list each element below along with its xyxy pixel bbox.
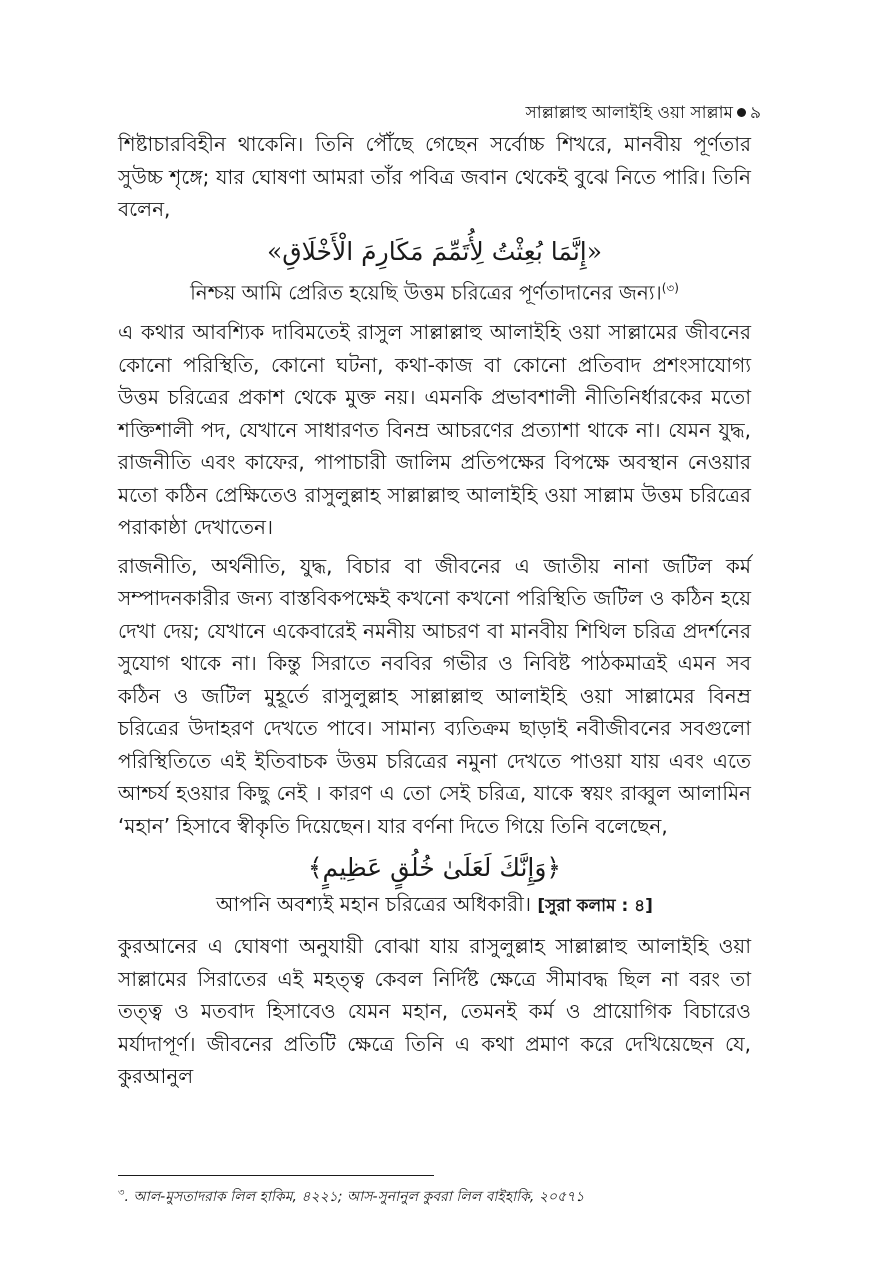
ayah-translation-text: আপনি অবশ্যই মহান চরিত্রের অধিকারী। (216, 892, 532, 917)
paragraph-2: এ কথার আবশ্যিক দাবিমতেই রাসুল সাল্লাল্লাহু আলাইহি ওয়া সাল্লামের জীবনের কোনো পরিস্থিতি, কোনো ঘটনা, কথা-কাজ বা কোনো প্রতিবাদ প্রশংসাযোগ্য উত্তম চরিত্রের প্রকাশ থেকে মুক্ত নয়। এমনকি প্রভাবশালী নীতিনির্ধারকের মতো শক্তিশালী পদ, যেখানে সাধারণত বিনম্র আচরণের প্রত্যাশা থাকে না। যেমন যুদ্ধ, রাজনীতি এবং কাফের, পাপাচারী জালিম প্রতিপক্ষের বিপক্ষে অবস্থান নেওয়ার মতো কঠিন প্রেক্ষিতেও রাসুলুল্লাহ সাল্লাল্লাহু আলাইহি ওয়া সাল্লাম উত্তম চরিত্রের পরাকাষ্ঠা দেখাতেন। (118, 320, 751, 540)
arabic-hadith: «إِنَّمَا بُعِثْتُ لِأُتَمِّمَ مَكَارِمَ الْأَخْلَاقِ» (266, 236, 603, 266)
ayah-reference: [সুরা কলাম : ৪] (537, 896, 653, 917)
bullet-dot (737, 108, 746, 117)
header-title: সাল্লাল্লাহু আলাইহি ওয়া সাল্লাম (525, 103, 733, 123)
footnote-divider (118, 1175, 434, 1176)
footnote (118, 1185, 584, 1209)
paragraph-1: শিষ্টাচারবিহীন থাকেনি। তিনি পৌঁছে গেছেন সর্বোচ্চ শিখরে, মানবীয় পূর্ণতার সুউচ্চ শৃঙ্গে; যার ঘোষণা আমরা তাঁর পবিত্র জবান থেকেই বুঝে নিতে পারি। তিনি বলেন, (118, 132, 751, 221)
running-header (526, 100, 761, 128)
footnote-number: ৩ (118, 1187, 125, 1199)
paragraph-4: কুরআনের এ ঘোষণা অনুযায়ী বোঝা যায় রাসুলুল্লাহ সাল্লাল্লাহু আলাইহি ওয়া সাল্লামের সিরাতের এই মহত্ত্ব কেবল নির্দিষ্ট ক্ষেত্রে সীমাবদ্ধ ছিল না বরং তা তত্ত্ব ও মতবাদ হিসাবেও যেমন মহান, তেমনই কর্ম ও প্রায়োগিক বিচারেও মর্যাদাপূর্ণ। জীবনের প্রতিটি ক্ষেত্রে তিনি এ কথা প্রমাণ করে দেখিয়েছেন যে, কুরআনুল (118, 934, 751, 1089)
page-body (118, 128, 751, 1099)
paragraph-3: রাজনীতি, অর্থনীতি, যুদ্ধ, বিচার বা জীবনের এ জাতীয় নানা জটিল কর্ম সম্পাদনকারীর জন্য বাস্তবিকপক্ষেই কখনো কখনো পরিস্থিতি জটিল ও কঠিন হয়ে দেখা দেয়; যেখানে একেবারেই নমনীয় আচরণ বা মানবীয় শিথিল চরিত্র প্রদর্শনের সুযোগ থাকে না। কিন্তু সিরাতে নববির গভীর ও নিবিষ্ট পাঠকমাত্রই এমন সব কঠিন ও জটিল মুহূর্তে রাসুলুল্লাহ সাল্লাল্লাহু আলাইহি ওয়া সাল্লামের বিনম্র চরিত্রের উদাহরণ দেখতে পাবে। সামান্য ব্যতিক্রম ছাড়াই নবীজীবনের সবগুলো পরিস্থিতিতে এই ইতিবাচক উত্তম চরিত্রের নমুনা দেখতে পাওয়া যায় এবং এতে আশ্চর্য হওয়ার কিছু নেই । কারণ এ তো সেই চরিত্র, যাকে স্বয়ং রাব্বুল আলামিন ‘মহান’ হিসাবে স্বীকৃতি দিয়েছেন। যার বর্ণনা দিতে গিয়ে তিনি বলেছেন, (118, 553, 751, 838)
footnote-text: . আল-মুসতাদরাক লিল হাকিম, ৪২২১; আস-সুনানুল কুবরা লিল বাইহাকি, ২০৫৭১ (124, 1189, 585, 1205)
arabic-ayah: ﴿وَإِنَّكَ لَعَلَىٰ خُلُقٍ عَظِيمٍ﴾ (307, 853, 562, 883)
ayah-translation (118, 888, 751, 922)
page-number: ৯ (749, 103, 761, 123)
hadith-translation-text: নিশ্চয় আমি প্রেরিত হয়েছি উত্তম চরিত্রের পূর্ণতাদানের জন্য। (190, 280, 662, 305)
hadith-translation (118, 272, 751, 309)
footnote-marker: (৩) (661, 280, 679, 295)
